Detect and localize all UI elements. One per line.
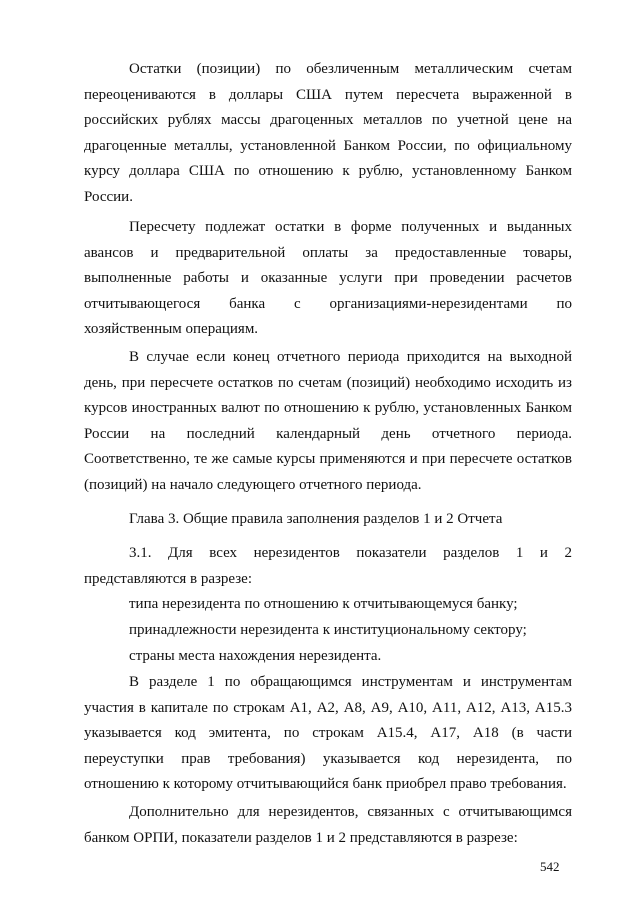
paragraph-line: курсу доллара США по отношению к рублю, установленному Банком (84, 163, 572, 180)
paragraph-line: банком ОРПИ, показатели разделов 1 и 2 представляются в разрезе: (84, 829, 518, 846)
paragraph-line: авансов и предварительной оплаты за предоставленные товары, (84, 244, 572, 261)
paragraph-line: России на последний календарный день отчетного периода. (84, 425, 572, 442)
paragraph-advances (84, 215, 572, 343)
paragraph-line: переоцениваются в доллары США путем пересчета выраженной в (84, 86, 572, 103)
paragraph-orpi (84, 800, 572, 851)
paragraph-line: драгоценные металлы, установленной Банком России, по официальному (84, 137, 572, 154)
paragraph-line: Дополнительно для нерезидентов, связанных с отчитывающимся (129, 804, 572, 820)
paragraph-period-end (84, 345, 572, 499)
paragraph-line: участия в капитале по строкам А1, А2, А8, А9, А10, А11, А12, А13, А15.3 (84, 699, 572, 716)
paragraph-line: хозяйственным операциям. (84, 321, 259, 338)
paragraph-line: переуступки прав требования) указывается код нерезидента, по (84, 750, 572, 767)
paragraph-precious-metals (84, 57, 572, 211)
list-item: страны места нахождения нерезидента. (129, 648, 382, 664)
paragraph-section-1-issuers (84, 670, 572, 798)
list-item: типа нерезидента по отношению к отчитывающемуся банку; (129, 596, 518, 612)
paragraph-line: указывается код эмитента, по строкам А15.4, А17, А18 (в части (84, 725, 572, 742)
section-3-1 (84, 541, 572, 592)
paragraph-line: В разделе 1 по обращающимся инструментам и инструментам (129, 674, 572, 690)
paragraph-line: день, при пересчете остатков по счетам (позиций) необходимо исходить из (84, 374, 572, 391)
paragraph-line: Соответственно, те же самые курсы применяются и при пересчете остатков (84, 451, 572, 468)
paragraph-line: В случае если конец отчетного периода приходится на выходной (129, 349, 572, 365)
paragraph-line: выполненные работы и оказанные услуги при проведении расчетов (84, 270, 572, 287)
paragraph-line: России. (84, 188, 133, 205)
list-item: принадлежности нерезидента к институциональному сектору; (129, 622, 527, 638)
paragraph-line: (позиций) на начало следующего отчетного периода. (84, 476, 422, 493)
paragraph-line: курсов иностранных валют по отношению к рублю, установленных Банком (84, 400, 572, 417)
paragraph-line: отчитывающегося банка с организациями-нерезидентами по (84, 295, 572, 312)
chapter-heading: Глава 3. Общие правила заполнения разделов 1 и 2 Отчета (129, 511, 503, 527)
paragraph-line: Пересчету подлежат остатки в форме полученных и выданных (129, 219, 572, 235)
paragraph-line: Остатки (позиции) по обезличенным металлическим счетам (129, 61, 572, 77)
paragraph-line: представляются в разрезе: (84, 570, 253, 587)
paragraph-line: отношению к которому отчитывающийся банк приобрел право требования. (84, 776, 567, 793)
paragraph-line: 3.1. Для всех нерезидентов показатели разделов 1 и 2 (129, 545, 572, 561)
paragraph-line: российских рублях массы драгоценных металлов по учетной цене на (84, 112, 572, 129)
page-number: 542 (540, 859, 560, 874)
